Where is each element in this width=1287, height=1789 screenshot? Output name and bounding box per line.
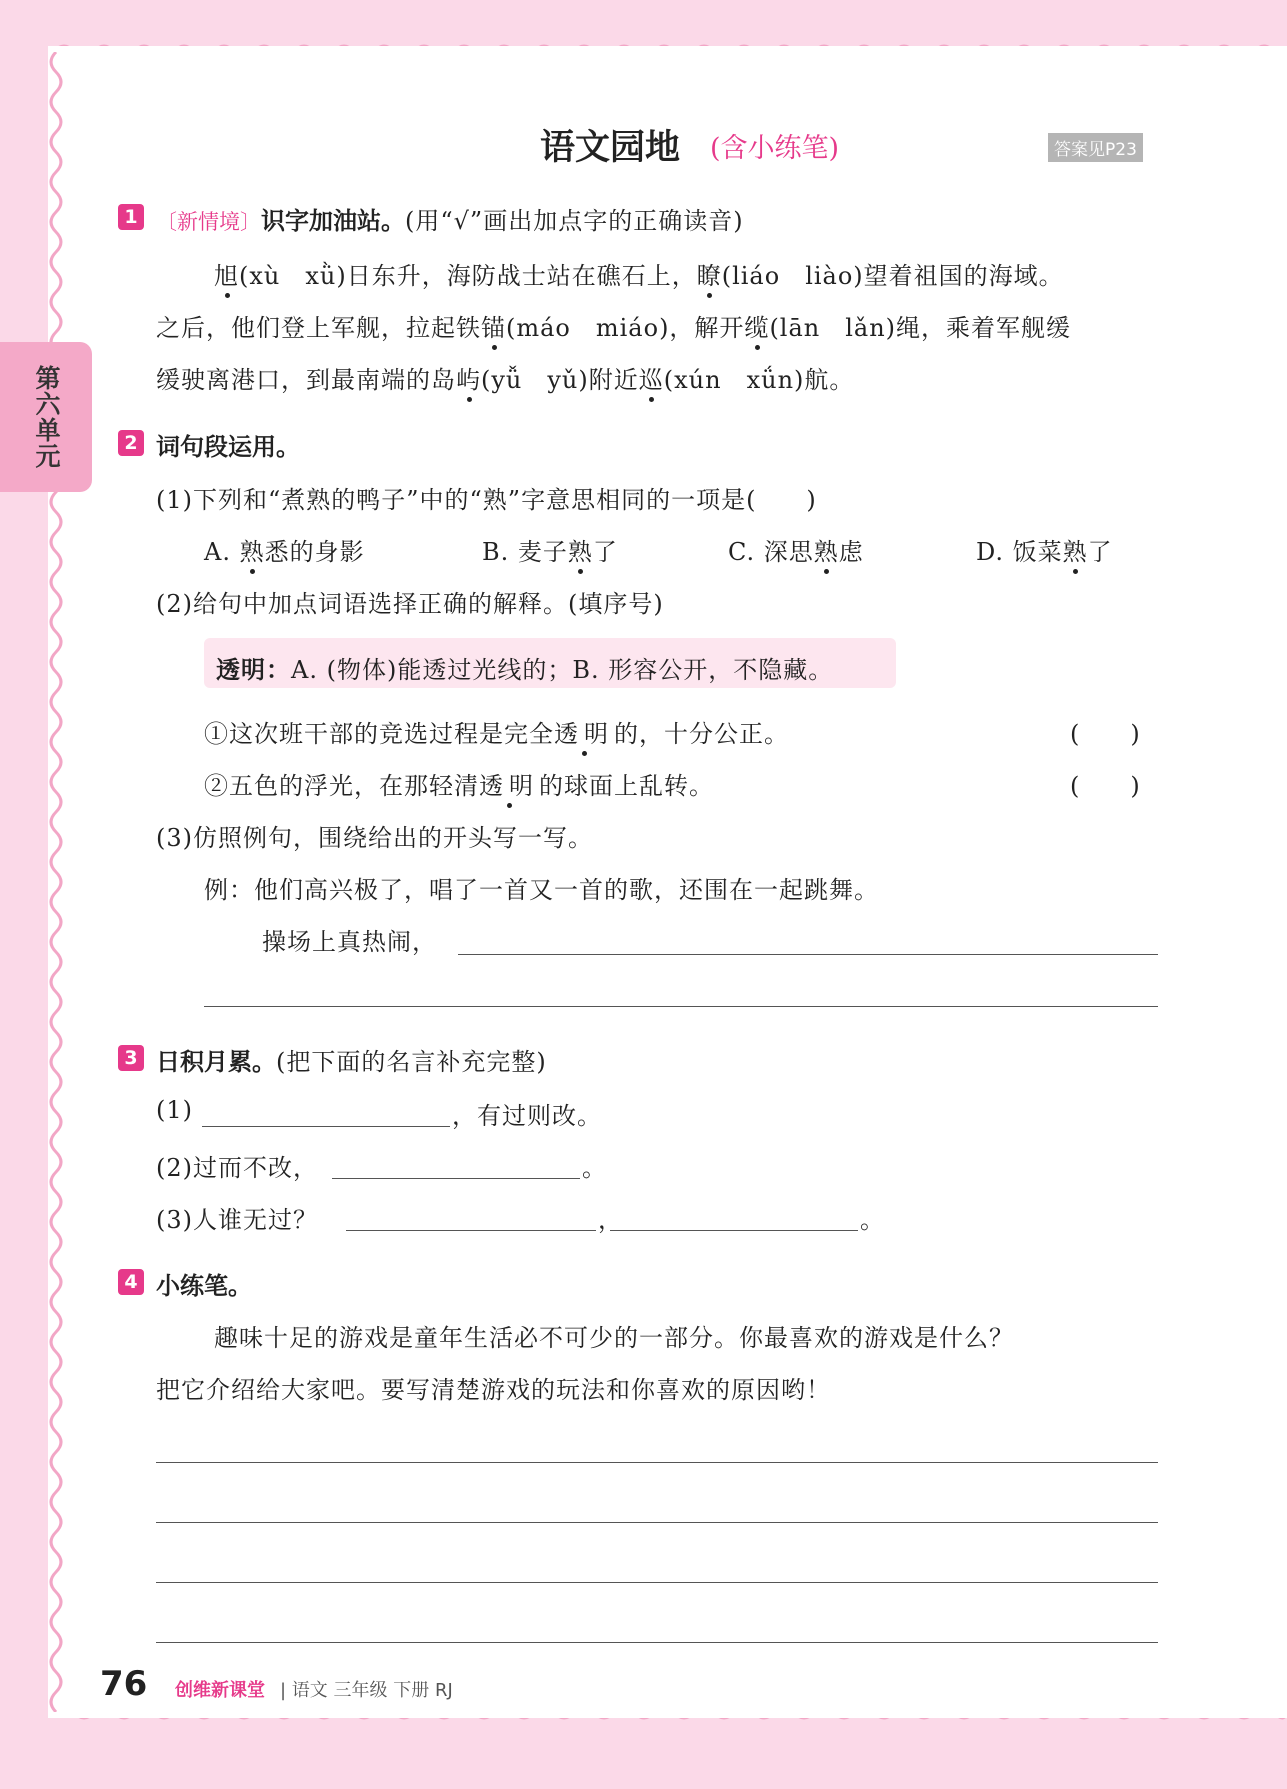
dotted-char: 锚: [481, 314, 506, 342]
definition-word: 透明：: [216, 656, 291, 684]
writing-prompt: 操场上真热闹，: [262, 928, 437, 956]
fill-in-blank[interactable]: [346, 1230, 596, 1231]
answer-line[interactable]: [204, 1006, 1158, 1007]
option-text: A.: [204, 538, 240, 566]
unit-tab-label: 第六单元: [32, 365, 61, 469]
page-subtitle: (含小练笔): [710, 133, 840, 164]
question-2-title: 词句段运用。: [156, 433, 300, 461]
footer-brand: 创维新课堂: [175, 1680, 265, 1701]
dotted-char: 熟: [813, 538, 839, 566]
q3-item-3-text: (3)人谁无过？: [156, 1206, 318, 1234]
fill-in-blank[interactable]: [202, 1126, 450, 1127]
answer-line[interactable]: [458, 954, 1158, 955]
dotted-char: 熟: [239, 538, 265, 566]
dotted-char: 巡: [638, 366, 664, 394]
option-text: 了: [592, 538, 618, 566]
option-text: D. 饭菜: [976, 538, 1063, 566]
sentence-text: ②五色的浮光，在那轻清: [204, 772, 479, 800]
q3-item-1-number: (1): [156, 1096, 193, 1124]
writing-line[interactable]: [156, 1522, 1158, 1523]
q1-passage-line-2: [156, 308, 1071, 343]
dotted-char: 熟: [567, 538, 593, 566]
fill-in-blank[interactable]: [332, 1178, 580, 1179]
q2-part-2: (2)给句中加点词语选择正确的解释。(填序号): [156, 590, 664, 618]
question-3-title: 日积月累。: [156, 1048, 276, 1076]
q1-text: (máo miáo)，解开: [506, 314, 745, 342]
option-text: 了: [1087, 538, 1113, 566]
question-2-number: 2: [118, 430, 144, 456]
question-1-title: 识字加油站。: [261, 207, 405, 235]
fill-in-blank[interactable]: [610, 1230, 858, 1231]
q3-item-2-end: 。: [582, 1154, 607, 1182]
definition-text: [216, 650, 833, 685]
q1-text: (liáo liào)望着祖国的海域。: [721, 262, 1064, 290]
question-1-number: 1: [118, 204, 144, 230]
q1-text: 之后，他们登上军舰，拉起铁: [156, 314, 481, 342]
new-situation-tag: 〔新情境〕: [156, 210, 261, 234]
dotted-char: 旭: [214, 262, 239, 290]
q1-text: (yǚ yǔ)附近: [481, 366, 639, 394]
q3-item-1-text: ，有过则改。: [452, 1102, 602, 1130]
answer-blank-1[interactable]: ( ): [1070, 720, 1141, 748]
option-text: C. 深思: [728, 538, 814, 566]
q1-text: (lān lǎn)绳，乘着军舰缓: [769, 314, 1072, 342]
option-text: B. 麦子: [482, 538, 568, 566]
footer-info: | 语文 三年级 下册 RJ: [280, 1680, 453, 1701]
dotted-word: 透明: [554, 720, 614, 748]
question-4-title: 小练笔。: [156, 1272, 252, 1300]
answer-reference-badge: 答案见P23: [1048, 133, 1143, 162]
q2-sentence-2: [204, 766, 714, 801]
dotted-char: 瞭: [696, 262, 722, 290]
q1-text: 缓驶离港口，到最南端的岛: [156, 366, 456, 394]
q2-sentence-1: [204, 714, 789, 749]
definition-meanings: A. (物体)能透过光线的；B. 形容公开，不隐藏。: [291, 656, 834, 684]
q2-part-3: (3)仿照例句，围绕给出的开头写一写。: [156, 824, 593, 852]
q1-passage-line-1: [214, 256, 1064, 291]
sentence-text: 的球面上乱转。: [539, 772, 714, 800]
writing-line[interactable]: [156, 1582, 1158, 1583]
q1-text: (xún xǘn)航。: [663, 366, 855, 394]
writing-line[interactable]: [156, 1642, 1158, 1643]
q3-item-2-text: (2)过而不改，: [156, 1154, 318, 1182]
page-number: 76: [100, 1664, 148, 1704]
question-4-number: 4: [118, 1269, 144, 1295]
writing-line[interactable]: [156, 1462, 1158, 1463]
q1-passage-line-3: [156, 360, 854, 395]
dotted-char: 缆: [744, 314, 770, 342]
q1-text: (xù xǜ)日东升，海防战士站在礁石上，: [239, 262, 697, 290]
dotted-word: 透明: [479, 772, 539, 800]
q4-instruction-line-1: 趣味十足的游戏是童年生活必不可少的一部分。你最喜欢的游戏是什么？: [214, 1324, 1014, 1352]
question-3-number: 3: [118, 1045, 144, 1071]
sentence-text: 的，十分公正。: [614, 720, 789, 748]
q3-item-3-end: 。: [860, 1206, 885, 1234]
option-b[interactable]: [482, 532, 618, 567]
question-3-header: [156, 1042, 547, 1077]
question-1-instruction: (用“√”画出加点字的正确读音): [405, 207, 744, 235]
answer-blank-2[interactable]: ( ): [1070, 772, 1141, 800]
unit-tab: [0, 342, 92, 492]
q3-item-3-comma: ，: [598, 1206, 623, 1234]
question-1-header: [156, 201, 744, 236]
option-a[interactable]: [204, 532, 365, 567]
option-d[interactable]: [976, 532, 1113, 567]
option-text: 虑: [838, 538, 864, 566]
q4-instruction-line-2: 把它介绍给大家吧。要写清楚游戏的玩法和你喜欢的原因哟！: [156, 1376, 831, 1404]
dotted-char: 熟: [1062, 538, 1088, 566]
page-title: 语文园地: [540, 128, 681, 168]
wavy-border-left: [44, 52, 68, 1712]
dotted-char: 屿: [456, 366, 481, 394]
sentence-text: ①这次班干部的竞选过程是完全: [204, 720, 554, 748]
question-3-instruction: (把下面的名言补充完整): [276, 1048, 547, 1076]
example-sentence: 例：他们高兴极了，唱了一首又一首的歌，还围在一起跳舞。: [204, 876, 879, 904]
option-c[interactable]: [728, 532, 864, 567]
option-text: 悉的身影: [264, 538, 365, 566]
q2-part-1: (1)下列和“煮熟的鸭子”中的“熟”字意思相同的一项是( ): [156, 486, 817, 514]
